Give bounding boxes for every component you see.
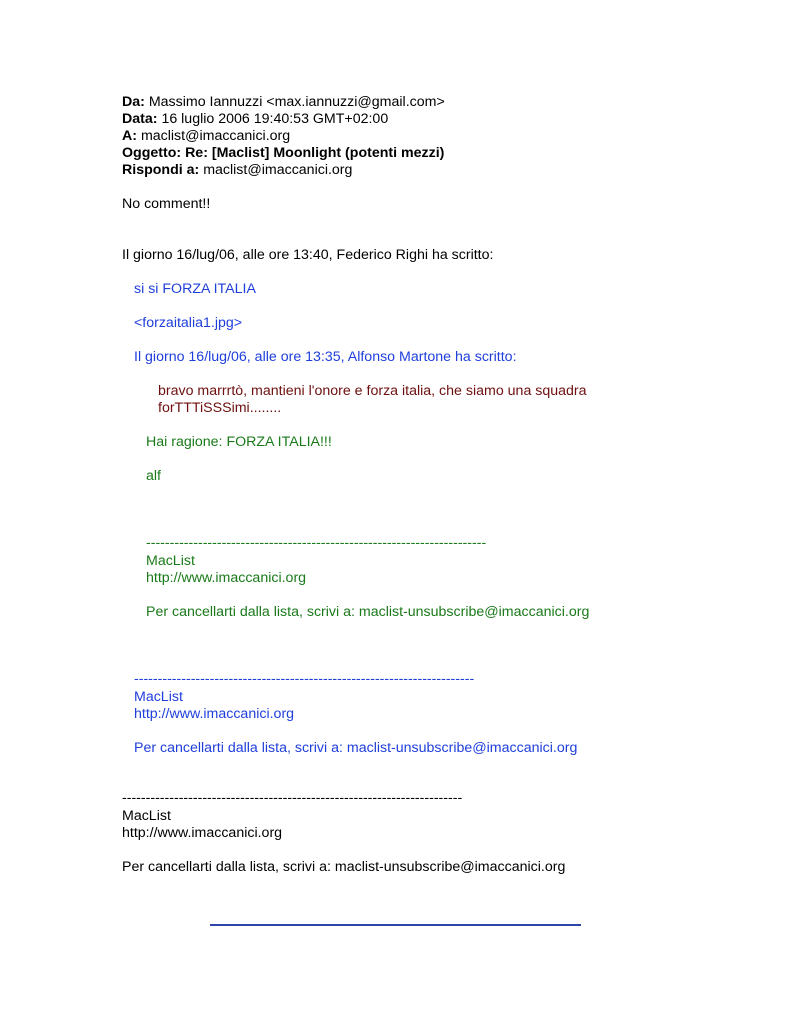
to-label: A: [122,128,137,144]
reply-to-value: maclist@imaccanici.org [203,162,353,178]
quote1-footer-separator: ------------------------------------------------------------------------ [134,671,475,687]
quote2-footer-name: MacList [146,553,195,569]
reply-to-label: Rispondi a: [122,162,200,178]
quote1-footer-unsubscribe[interactable]: Per cancellarti dalla lista, scrivi a: maclist-unsubscribe@imaccanici.org [134,740,578,756]
header-reply-to [122,162,352,179]
reply-text: No comment!! [122,196,211,212]
subject-label: Oggetto: [122,145,182,161]
quote2-footer-url[interactable]: http://www.imaccanici.org [146,570,307,586]
quote1-attachment: <forzaitalia1.jpg> [134,315,243,331]
header-from [122,94,445,111]
reply-attribution: Il giorno 16/lug/06, alle ore 13:40, Federico Righi ha scritto: [122,247,494,263]
quote3-line1: bravo marrrtò, mantieni l'onore e forza italia, che siamo una squadra [158,383,587,399]
bottom-divider [210,924,581,926]
quote2-footer-separator: ------------------------------------------------------------------------ [146,535,487,551]
quote1-footer-url[interactable]: http://www.imaccanici.org [134,706,295,722]
quote1-footer-name: MacList [134,689,183,705]
quote1-text: si si FORZA ITALIA [134,281,256,297]
to-value: maclist@imaccanici.org [140,128,291,144]
quote3-line2: forTTTiSSSimi........ [158,400,282,416]
date-label: Data: [122,111,158,127]
footer-separator: ------------------------------------------------------------------------ [122,790,463,806]
quote1-attribution: Il giorno 16/lug/06, alle ore 13:35, Alfonso Martone ha scritto: [134,349,517,365]
footer-name: MacList [122,808,171,824]
from-value: Massimo Iannuzzi <max.iannuzzi@gmail.com> [148,94,445,110]
footer-url[interactable]: http://www.imaccanici.org [122,825,283,841]
quote2-text: Hai ragione: FORZA ITALIA!!! [146,434,332,450]
header-date [122,111,388,128]
header-subject [122,145,444,162]
from-label: Da: [122,94,145,110]
date-value: 16 luglio 2006 19:40:53 GMT+02:00 [161,111,389,127]
quote2-signature: alf [146,468,161,484]
subject-value: Re: [Maclist] Moonlight (potenti mezzi) [185,145,445,161]
quote2-footer-unsubscribe[interactable]: Per cancellarti dalla lista, scrivi a: maclist-unsubscribe@imaccanici.org [146,604,590,620]
header-to [122,128,290,145]
footer-unsubscribe[interactable]: Per cancellarti dalla lista, scrivi a: maclist-unsubscribe@imaccanici.org [122,859,566,875]
